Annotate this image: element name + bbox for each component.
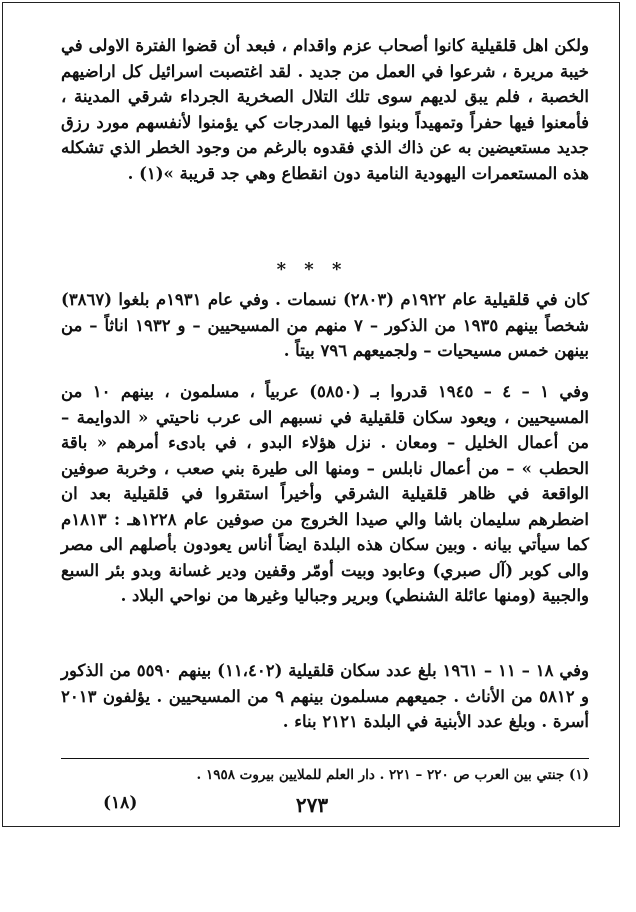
paragraph-4-text: وفي ١٨ – ١١ – ١٩٦١ بلغ عدد سكان قلقيلية (١١،٤٠٢) بينهم ٥٥٩٠ من الذكور و ٥٨١٢ من الأناث . جميعهم مسلمون بينهم ٩ من المسيحيين . يؤلفون ٢٠١٣ أسرة . وبلغ عدد الأبنية في البلدة ٢١٢١ بناء . <box>61 661 589 731</box>
section-separator: * * * <box>276 259 348 280</box>
paragraph-1-text: ولكن اهل قلقيلية كانوا أصحاب عزم واقدام ، فبعد أن قضوا الفترة الاولى في خيبة مريرة ، شرعوا في العمل من جديد . لقد اغتصبت اسرائيل كل اراضيهم الخصبة ، فلم يبق لديهم سوى تلك التلال الصخرية الجرداء شرقي المدينة ، فأمعنوا فيها حفراً وتمهيداً وبنوا فيها المدرجات كي يؤمنوا لأنفسهم مورد رزق جديد مستعيضين به عن ذاك الذي فقدوه بالرغم من وجود الخطر الذي تشكله هذه المستعمرات اليهودية النامية دون انقطاع وهي جد قريبة »(١) . <box>61 36 589 183</box>
paragraph-2 <box>61 287 589 364</box>
page-frame <box>2 2 620 827</box>
paragraph-4 <box>61 658 589 735</box>
paragraph-1 <box>61 33 589 186</box>
paragraph-3-text: وفي ١ – ٤ – ١٩٤٥ قدروا بـ (٥٨٥٠) عربياً ، مسلمون ، بينهم ١٠ من المسيحيين ، ويعود سكان قلقيلية في نسبهم الى عرب ناحيتي « الدوايمة – من أعمال الخليل – ومعان . نزل هؤلاء البدو ، في بادىء أمرهم « باقة الحطب » – من أعمال نابلس – ومنها الى طيرة بني صعب ، وخربة صوفين الواقعة في ظاهر قلقيلية الشرقي وأخيراً استقروا في قلقيلية بعد ان اضطرهم سليمان باشا والي صيدا الخروج من صوفين عام ١٢٢٨هـ : ١٨١٣م كما سيأتي بيانه . وبين سكان هذه البلدة ايضاً أناس يعودون بأصلهم الى مصر والى كوبر (آل صبري) وعابود وبيت أومّر وقفين ودير غسانة وبدو بئر السبع والجبية (ومنها عائلة الشنطي) وبرير وجباليا وغيرها من نواحي البلاد . <box>61 382 589 605</box>
paragraph-2-text: كان في قلقيلية عام ١٩٢٢م (٢٨٠٣) نسمات . وفي عام ١٩٣١م بلغوا (٣٨٦٧) شخصاً بينهم ١٩٣٥ من الذكور – ٧ منهم من المسيحيين – و ١٩٣٢ اناثاً – من بينهن خمس مسيحيات – ولجميعهم ٧٩٦ بيتاً . <box>61 290 589 360</box>
signature-number: (١٨) <box>103 793 138 813</box>
footnote: (١) جنتي بين العرب ص ٢٢٠ – ٢٢١ . دار العلم للملايين بيروت ١٩٥٨ . <box>196 767 589 783</box>
footnote-rule <box>61 758 589 759</box>
paragraph-3 <box>61 379 589 609</box>
page-number: ٢٧٣ <box>295 793 329 817</box>
